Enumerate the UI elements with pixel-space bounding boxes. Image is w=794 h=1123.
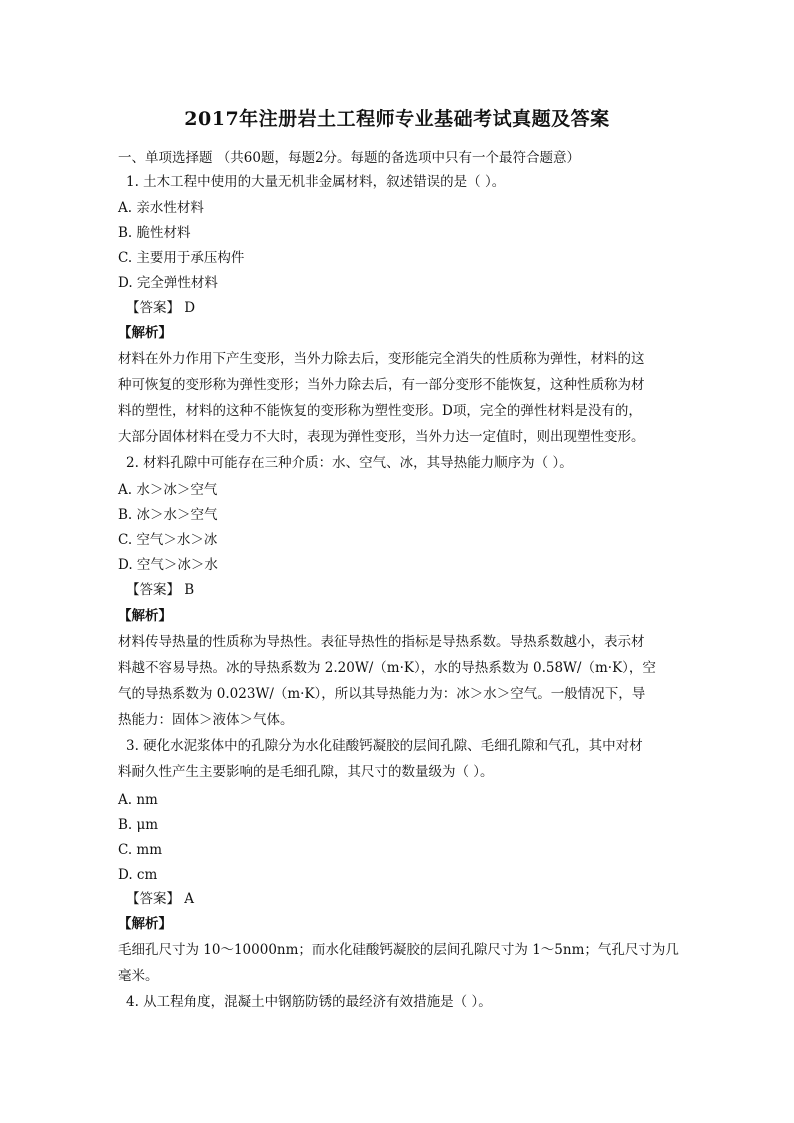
- question-1-analysis-line: 材料在外力作用下产生变形，当外力除去后，变形能完全消失的性质称为弹性，材料的这: [118, 351, 645, 367]
- question-3-analysis-label: 【解析】: [118, 916, 172, 932]
- question-2-analysis-line: 材料传导热量的性质称为导热性。表征导热性的指标是导热系数。导热系数越小，表示材: [118, 634, 645, 650]
- question-3-option-b: B. μm: [118, 817, 159, 833]
- question-2-analysis-label: 【解析】: [118, 608, 172, 624]
- question-2-analysis-line: 热能力：固体＞液体＞气体。: [118, 712, 294, 728]
- question-3-stem: 3. 硬化水泥浆体中的孔隙分为水化硅酸钙凝胶的层间孔隙、毛细孔隙和气孔，其中对材: [126, 738, 643, 754]
- question-1-analysis-line: 种可恢复的变形称为弹性变形；当外力除去后，有一部分变形不能恢复，这种性质称为材: [118, 377, 645, 393]
- question-3-analysis-line: 毛细孔尺寸为 10～10000nm；而水化硅酸钙凝胶的层间孔隙尺寸为 1～5nm；气孔尺寸为几: [118, 942, 679, 958]
- question-1-analysis-line: 料的塑性，材料的这种不能恢复的变形称为塑性变形。D项，完全的弹性材料是没有的，: [118, 403, 642, 419]
- question-1-option-d: D. 完全弹性材料: [118, 275, 218, 291]
- question-1-stem: 1. 土木工程中使用的大量无机非金属材料，叙述错误的是（ ）。: [126, 174, 506, 190]
- question-2-answer: 【答案】 B: [126, 582, 195, 598]
- question-2-analysis-line: 料越不容易导热。冰的导热系数为 2.20W/（m·K），水的导热系数为 0.58W/（m·K），空: [118, 660, 656, 676]
- question-2-stem: 2. 材料孔隙中可能存在三种介质：水、空气、冰，其导热能力顺序为（ ）。: [126, 455, 573, 471]
- question-2-option-d: D. 空气＞冰＞水: [118, 557, 218, 573]
- question-1-answer: 【答案】 D: [126, 300, 196, 316]
- question-2-option-a: A. 水＞冰＞空气: [118, 482, 218, 498]
- question-4-stem: 4. 从工程角度，混凝土中钢筋防锈的最经济有效措施是（ ）。: [126, 994, 492, 1010]
- question-3-analysis-line: 毫米。: [118, 968, 159, 984]
- section-heading: 一、单项选择题 （共60题，每题2分。每题的备选项中只有一个最符合题意）: [118, 150, 581, 166]
- question-1-analysis-label: 【解析】: [118, 325, 172, 341]
- question-3-option-a: A. nm: [118, 792, 158, 808]
- question-3-stem-continued: 料耐久性产生主要影响的是毛细孔隙，其尺寸的数量级为（ ）。: [118, 764, 494, 780]
- question-3-option-d: D. cm: [118, 867, 158, 883]
- question-1-option-c: C. 主要用于承压构件: [118, 250, 245, 266]
- question-3-option-c: C. mm: [118, 842, 163, 858]
- question-2-option-b: B. 冰＞水＞空气: [118, 507, 218, 523]
- document-title: 2017年注册岩土工程师专业基础考试真题及答案: [184, 108, 610, 130]
- question-1-option-a: A. 亲水性材料: [118, 200, 204, 216]
- question-3-answer: 【答案】 A: [126, 891, 195, 907]
- question-2-option-c: C. 空气＞水＞冰: [118, 532, 218, 548]
- question-1-analysis-line: 大部分固体材料在受力不大时，表现为弹性变形，当外力达一定值时，则出现塑性变形。: [118, 429, 645, 445]
- question-2-analysis-line: 气的导热系数为 0.023W/（m·K），所以其导热能力为：冰＞水＞空气。一般情况下，导: [118, 686, 646, 702]
- question-1-option-b: B. 脆性材料: [118, 225, 191, 241]
